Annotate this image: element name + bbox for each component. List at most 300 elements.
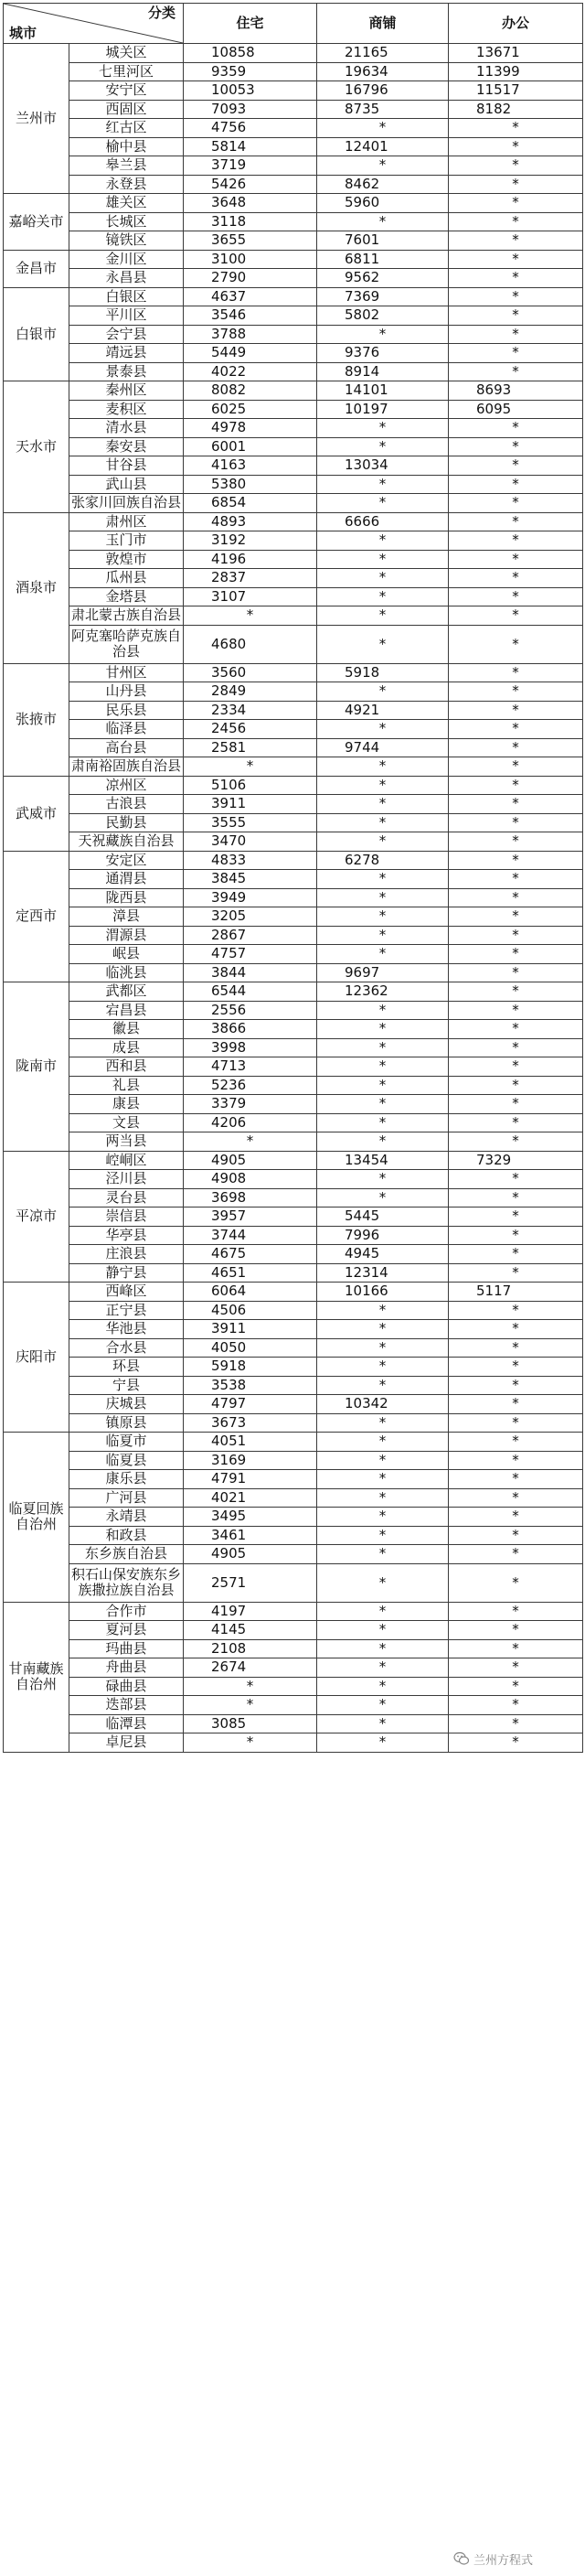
district-cell: 临夏市 [69,1433,184,1452]
residential-price-cell: 3538 [184,1376,317,1395]
office-price-cell: * [449,512,583,531]
table-row [4,1358,583,1377]
table-row [4,1132,583,1152]
office-price-cell: * [449,287,583,306]
office-price-cell: * [449,1658,583,1678]
residential-price-cell: 4978 [184,419,317,438]
office-price-cell: * [449,888,583,907]
district-cell: 麦积区 [69,400,184,419]
office-price-cell: * [449,813,583,832]
table-row [4,194,583,213]
office-price-cell: 5117 [449,1283,583,1302]
office-price-cell: * [449,494,583,513]
office-price-cell: * [449,137,583,156]
office-price-cell: * [449,1696,583,1715]
district-cell: 庄浪县 [69,1245,184,1264]
shop-price-cell: 13454 [317,1151,449,1170]
office-price-cell: * [449,175,583,194]
table-row [4,1001,583,1020]
district-cell: 长城区 [69,212,184,231]
residential-price-cell: 3169 [184,1451,317,1470]
shop-price-cell: * [317,907,449,927]
shop-price-cell: * [317,1338,449,1358]
price-table [3,3,583,1753]
office-price-cell: * [449,250,583,269]
shop-price-cell: * [317,1677,449,1696]
table-row [4,1113,583,1132]
office-price-cell: * [449,757,583,777]
residential-price-cell: 3788 [184,325,317,344]
office-price-cell: * [449,344,583,363]
shop-price-cell: 16796 [317,81,449,101]
shop-price-cell: 9697 [317,963,449,982]
table-row [4,1696,583,1715]
district-cell: 瓜州县 [69,569,184,588]
office-price-cell: * [449,362,583,381]
office-price-cell: * [449,832,583,852]
office-price-cell: 6095 [449,400,583,419]
district-cell: 会宁县 [69,325,184,344]
table-row [4,1283,583,1302]
district-cell: 泾川县 [69,1170,184,1189]
office-price-cell: * [449,945,583,964]
office-price-cell: * [449,1733,583,1753]
table-row [4,1245,583,1264]
shop-price-cell: * [317,1413,449,1433]
office-price-cell: * [449,569,583,588]
shop-price-cell: * [317,1563,449,1602]
office-price-cell: * [449,1020,583,1039]
residential-price-cell: 3998 [184,1038,317,1057]
table-row [4,175,583,194]
district-cell: 临泽县 [69,720,184,739]
shop-price-cell: * [317,1714,449,1733]
shop-price-cell: 19634 [317,62,449,81]
shop-price-cell: 7601 [317,231,449,251]
table-row [4,1376,583,1395]
table-row [4,325,583,344]
residential-price-cell: 4713 [184,1057,317,1077]
city-cell: 张掖市 [4,663,69,776]
office-price-cell: * [449,1451,583,1470]
residential-price-cell: 5106 [184,776,317,795]
shop-price-cell: * [317,1376,449,1395]
district-cell: 临潭县 [69,1714,184,1733]
table-row [4,1020,583,1039]
residential-price-cell: 6001 [184,437,317,456]
residential-price-cell: 4756 [184,119,317,138]
district-cell: 安宁区 [69,81,184,101]
residential-price-cell: 2790 [184,269,317,288]
office-price-cell: * [449,776,583,795]
residential-price-cell: 2556 [184,1001,317,1020]
shop-price-cell: 10342 [317,1395,449,1414]
shop-price-cell: * [317,720,449,739]
shop-price-cell: * [317,1358,449,1377]
district-cell: 文县 [69,1113,184,1132]
table-row [4,945,583,964]
table-row [4,1451,583,1470]
office-price-cell: * [449,1395,583,1414]
shop-price-cell: * [317,1188,449,1208]
shop-price-cell: 8462 [317,175,449,194]
shop-price-cell: * [317,325,449,344]
city-cell: 酒泉市 [4,512,69,663]
office-price-cell: * [449,795,583,814]
table-row [4,813,583,832]
shop-price-cell: * [317,437,449,456]
district-cell: 通渭县 [69,870,184,889]
table-row [4,663,583,682]
shop-price-cell: * [317,119,449,138]
district-cell: 合作市 [69,1602,184,1621]
table-row [4,776,583,795]
table-row [4,738,583,757]
office-price-cell: * [449,231,583,251]
office-price-cell: * [449,682,583,702]
district-cell: 民勤县 [69,813,184,832]
shop-price-cell: * [317,832,449,852]
table-row [4,625,583,663]
shop-price-cell: * [317,1433,449,1452]
residential-price-cell: * [184,1733,317,1753]
office-price-cell: * [449,851,583,870]
office-price-cell: * [449,1245,583,1264]
district-cell: 肃北蒙古族自治县 [69,606,184,626]
office-price-cell: * [449,1001,583,1020]
table-row [4,720,583,739]
residential-price-cell: 2849 [184,682,317,702]
shop-price-cell: * [317,682,449,702]
district-cell: 甘谷县 [69,456,184,476]
office-price-cell: * [449,1376,583,1395]
shop-price-cell: * [317,1076,449,1095]
residential-price-cell: 8082 [184,381,317,401]
shop-price-cell: 21165 [317,44,449,63]
shop-price-cell: 6666 [317,512,449,531]
office-price-cell: * [449,156,583,176]
residential-price-cell: 10053 [184,81,317,101]
district-cell: 天祝藏族自治县 [69,832,184,852]
office-price-cell: * [449,1095,583,1114]
residential-price-cell: 3698 [184,1188,317,1208]
residential-price-cell: 4675 [184,1245,317,1264]
district-cell: 迭部县 [69,1696,184,1715]
residential-price-cell: 10858 [184,44,317,63]
district-cell: 崆峒区 [69,1151,184,1170]
city-cell: 定西市 [4,851,69,982]
city-cell: 武威市 [4,776,69,851]
table-row [4,1508,583,1527]
district-cell: 红古区 [69,119,184,138]
residential-price-cell: 3461 [184,1526,317,1545]
residential-price-cell: 4506 [184,1301,317,1320]
shop-price-cell: * [317,419,449,438]
office-price-cell: * [449,1226,583,1245]
district-cell: 静宁县 [69,1263,184,1283]
district-cell: 西和县 [69,1057,184,1077]
table-row [4,137,583,156]
district-cell: 临洮县 [69,963,184,982]
table-row [4,512,583,531]
shop-price-cell: * [317,156,449,176]
shop-price-cell: * [317,870,449,889]
office-price-cell: * [449,1563,583,1602]
table-row [4,1658,583,1678]
district-cell: 华池县 [69,1320,184,1339]
shop-price-cell: 13034 [317,456,449,476]
table-row [4,757,583,777]
office-price-cell: 8182 [449,100,583,119]
residential-price-cell: 3495 [184,1508,317,1527]
office-price-cell: 11517 [449,81,583,101]
office-price-cell: * [449,1413,583,1433]
residential-price-cell: 2867 [184,926,317,945]
district-cell: 靖远县 [69,344,184,363]
residential-price-cell: 9359 [184,62,317,81]
district-cell: 民乐县 [69,701,184,720]
district-cell: 康乐县 [69,1470,184,1489]
table-row [4,1263,583,1283]
table-row [4,963,583,982]
office-price-cell: * [449,1488,583,1508]
shop-price-cell: * [317,1001,449,1020]
district-cell: 凉州区 [69,776,184,795]
table-row [4,832,583,852]
table-row [4,362,583,381]
table-row [4,982,583,1002]
residential-price-cell: 6854 [184,494,317,513]
district-cell: 临夏县 [69,1451,184,1470]
district-cell: 安定区 [69,851,184,870]
residential-price-cell: 4833 [184,851,317,870]
district-cell: 皋兰县 [69,156,184,176]
shop-price-cell: 5960 [317,194,449,213]
district-cell: 礼县 [69,1076,184,1095]
district-cell: 康县 [69,1095,184,1114]
city-cell: 平凉市 [4,1151,69,1283]
residential-price-cell: 3100 [184,250,317,269]
residential-price-cell: 3673 [184,1413,317,1433]
table-row [4,1677,583,1696]
table-row [4,1208,583,1227]
district-cell: 舟曲县 [69,1658,184,1678]
district-cell: 玛曲县 [69,1639,184,1658]
shop-price-cell: * [317,757,449,777]
shop-price-cell: * [317,926,449,945]
residential-price-cell: * [184,757,317,777]
residential-price-cell: 5236 [184,1076,317,1095]
table-row [4,212,583,231]
table-row [4,569,583,588]
office-price-cell: * [449,1677,583,1696]
residential-price-cell: * [184,606,317,626]
shop-price-cell: * [317,1095,449,1114]
table-row [4,851,583,870]
shop-price-cell: * [317,1545,449,1564]
shop-price-cell: * [317,1470,449,1489]
office-price-cell: * [449,701,583,720]
office-price-cell: * [449,720,583,739]
office-price-cell: * [449,1301,583,1320]
district-cell: 永靖县 [69,1508,184,1527]
residential-price-cell: 4757 [184,945,317,964]
district-cell: 肃南裕固族自治县 [69,757,184,777]
table-row [4,287,583,306]
residential-price-cell: 3379 [184,1095,317,1114]
table-row [4,1413,583,1433]
shop-price-cell: * [317,1733,449,1753]
shop-price-cell: 9744 [317,738,449,757]
shop-price-cell: * [317,1526,449,1545]
residential-price-cell: 4206 [184,1113,317,1132]
shop-price-cell: * [317,1508,449,1527]
residential-price-cell: 4637 [184,287,317,306]
district-cell: 景泰县 [69,362,184,381]
district-cell: 高台县 [69,738,184,757]
shop-price-cell: 5802 [317,306,449,326]
district-cell: 徽县 [69,1020,184,1039]
office-price-cell: * [449,119,583,138]
table-row [4,1301,583,1320]
shop-price-cell: * [317,1602,449,1621]
table-row [4,1639,583,1658]
office-price-cell: * [449,1263,583,1283]
table-row [4,1151,583,1170]
table-row [4,1226,583,1245]
table-row [4,1488,583,1508]
table-row [4,62,583,81]
shop-price-cell: 4921 [317,701,449,720]
residential-price-cell: 7093 [184,100,317,119]
office-price-cell: * [449,194,583,213]
office-price-cell: * [449,475,583,494]
office-price-cell: * [449,306,583,326]
table-row [4,269,583,288]
district-cell: 崇信县 [69,1208,184,1227]
district-cell: 甘州区 [69,663,184,682]
table-row [4,1602,583,1621]
table-row [4,437,583,456]
shop-price-cell: * [317,795,449,814]
shop-price-cell: * [317,1132,449,1152]
residential-price-cell: 4791 [184,1470,317,1489]
shop-price-cell: * [317,1488,449,1508]
table-row [4,587,583,606]
shop-price-cell: 14101 [317,381,449,401]
district-cell: 雄关区 [69,194,184,213]
district-cell: 平川区 [69,306,184,326]
table-row [4,1338,583,1358]
table-row [4,119,583,138]
table-row [4,1545,583,1564]
residential-price-cell: 3648 [184,194,317,213]
office-price-cell: * [449,419,583,438]
residential-price-cell: 4022 [184,362,317,381]
table-row [4,1470,583,1489]
residential-price-cell: * [184,1696,317,1715]
district-cell: 积石山保安族东乡族撒拉族自治县 [69,1563,184,1602]
district-cell: 山丹县 [69,682,184,702]
office-price-cell: 11399 [449,62,583,81]
residential-price-cell: 2108 [184,1639,317,1658]
district-cell: 秦安县 [69,437,184,456]
shop-price-cell: * [317,813,449,832]
residential-price-cell: 4196 [184,550,317,569]
table-row [4,1320,583,1339]
residential-price-cell: 3719 [184,156,317,176]
shop-price-cell: * [317,888,449,907]
table-row [4,1714,583,1733]
residential-price-cell: 3744 [184,1226,317,1245]
residential-price-cell: 4145 [184,1621,317,1640]
table-row [4,1733,583,1753]
office-price-cell: * [449,1545,583,1564]
office-price-cell: * [449,1338,583,1358]
district-cell: 肃州区 [69,512,184,531]
district-cell: 清水县 [69,419,184,438]
residential-price-cell: 2581 [184,738,317,757]
office-price-cell: * [449,1320,583,1339]
table-row [4,550,583,569]
shop-price-cell: * [317,475,449,494]
shop-price-cell: * [317,212,449,231]
residential-price-cell: 4197 [184,1602,317,1621]
shop-price-cell: * [317,1621,449,1640]
residential-price-cell: 4797 [184,1395,317,1414]
residential-price-cell: 3911 [184,795,317,814]
residential-price-cell: 3470 [184,832,317,852]
city-cell: 陇南市 [4,982,69,1152]
district-cell: 永昌县 [69,269,184,288]
district-cell: 阿克塞哈萨克族自治县 [69,625,184,663]
office-price-cell: * [449,1358,583,1377]
office-price-cell: * [449,1132,583,1152]
district-cell: 榆中县 [69,137,184,156]
residential-price-cell: 3844 [184,963,317,982]
table-row [4,1095,583,1114]
district-cell: 漳县 [69,907,184,927]
district-cell: 金川区 [69,250,184,269]
table-row [4,100,583,119]
shop-price-cell: * [317,1451,449,1470]
district-cell: 白银区 [69,287,184,306]
table-row [4,400,583,419]
city-label: 城市 [9,25,37,41]
residential-price-cell: 4680 [184,625,317,663]
shop-price-cell: * [317,1020,449,1039]
city-cell: 金昌市 [4,250,69,287]
residential-price-cell: * [184,1132,317,1152]
office-price-cell: 8693 [449,381,583,401]
shop-price-cell: * [317,1658,449,1678]
residential-price-cell: 4050 [184,1338,317,1358]
header-row [4,4,583,44]
shop-price-cell: * [317,1057,449,1077]
residential-price-cell: 5814 [184,137,317,156]
table-row [4,606,583,626]
shop-price-cell: * [317,1639,449,1658]
table-row [4,1038,583,1057]
shop-price-cell: * [317,531,449,551]
office-price-cell: * [449,663,583,682]
city-cell: 嘉峪关市 [4,194,69,251]
office-price-cell: * [449,1470,583,1489]
office-price-cell: * [449,1526,583,1545]
table-row [4,795,583,814]
table-row [4,682,583,702]
office-price-cell: * [449,587,583,606]
